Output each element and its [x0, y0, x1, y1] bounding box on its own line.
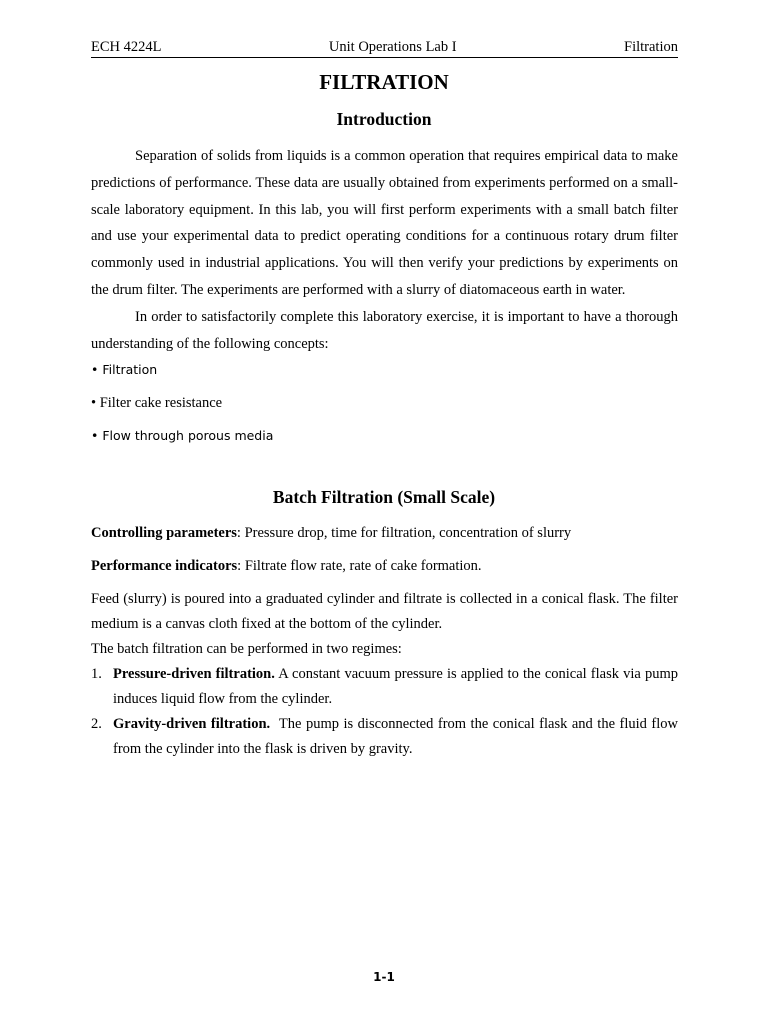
intro-paragraph-1: Separation of solids from liquids is a common operation that requires empirical data to make predictions of performance. These data are usually obtained from experiments performed on a small-scale laboratory equipment. In this lab, you will first perform experiments with a small batch filter and use your experimental data to predict operating conditions for a continuous rotary drum filter commonly used in industrial applications. You will then verify your predictions by experiments on the drum filter. The experiments are performed with a slurry of diatomaceous earth in water.	[91, 148, 678, 298]
page-number: 1-1	[373, 970, 395, 984]
list-item	[91, 712, 682, 762]
intro-paragraph-2: In order to satisfactorily complete this laboratory exercise, it is important to have a thorough understanding of the following concepts:	[91, 308, 678, 352]
concept-item-filter-cake-resistance: • Filter cake resistance	[91, 395, 223, 412]
list-item-number: 2.	[91, 716, 102, 732]
concept-item-porous-media: • Flow through porous media	[91, 428, 274, 444]
header-course: ECH 4224L	[91, 39, 162, 55]
controlling-text: : Pressure drop, time for filtration, concentration of slurry	[236, 525, 572, 541]
list-item	[91, 662, 678, 712]
performance-label: Performance indicators	[91, 558, 238, 574]
list-item-number: 1.	[91, 666, 102, 682]
performance-text: : Filtrate flow rate, rate of cake formation.	[237, 558, 482, 574]
regimes-list	[91, 662, 682, 762]
introduction-section	[91, 143, 678, 449]
introduction-heading: Introduction	[336, 109, 432, 129]
document-title: FILTRATION	[319, 70, 449, 94]
batch-filtration-heading: Batch Filtration (Small Scale)	[272, 487, 496, 507]
regime-text: A constant vacuum pressure is applied to the conical flask via pump induces liquid flow from the cylinder.	[113, 666, 679, 707]
batch-filtration-section	[91, 521, 682, 762]
regime-text: The pump is disconnected from the conical flask and the fluid flow from the cylinder into the flask is driven by gravity.	[113, 716, 682, 757]
performance-indicators	[91, 554, 678, 579]
concept-item-filtration: • Filtration	[91, 362, 158, 378]
header-topic: Filtration	[624, 39, 678, 55]
controlling-parameters	[91, 521, 678, 546]
controlling-label: Controlling parameters	[91, 525, 237, 541]
page-header	[91, 36, 678, 58]
feed-paragraph: Feed (slurry) is poured into a graduated cylinder and filtrate is collected in a conical flask. The filter medium is a canvas cloth fixed at the bottom of the cylinder.	[91, 591, 678, 632]
regimes-intro: The batch filtration can be performed in two regimes:	[91, 641, 402, 657]
regime-label: Gravity-driven filtration.	[113, 716, 271, 732]
header-lab: Unit Operations Lab I	[328, 39, 457, 55]
regime-label: Pressure-driven filtration.	[113, 666, 275, 682]
